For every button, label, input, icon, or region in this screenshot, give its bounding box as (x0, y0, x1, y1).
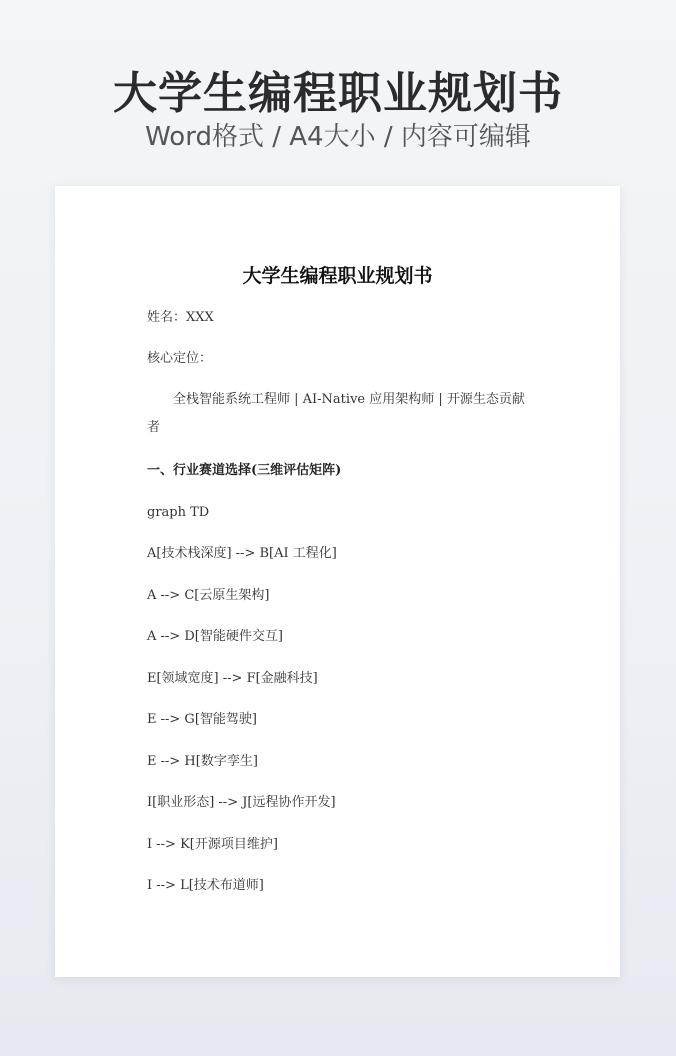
positioning-text: 全栈智能系统工程师 | AI-Native 应用架构师 | 开源生态贡献者 (147, 392, 525, 435)
header-banner (0, 0, 676, 180)
graph-line: A[技术栈深度] --> B[AI 工程化] (147, 546, 337, 561)
banner-subtitle: Word格式 / A4大小 / 内容可编辑 (145, 122, 531, 152)
graph-line: E --> H[数字孪生] (147, 754, 258, 769)
document-title: 大学生编程职业规划书 (242, 265, 433, 287)
graph-line: I --> K[开源项目维护] (147, 837, 278, 852)
name-line: 姓名：XXX (147, 310, 214, 325)
document-page (55, 186, 620, 977)
graph-line: A --> D[智能硬件交互] (147, 629, 283, 644)
graph-line: graph TD (147, 505, 210, 520)
section-heading: 一、行业赛道选择(三维评估矩阵) (147, 463, 342, 478)
graph-line: I --> L[技术布道师] (147, 878, 264, 893)
graph-line: E[领域宽度] --> F[金融科技] (147, 671, 318, 686)
banner-title: 大学生编程职业规划书 (113, 68, 563, 119)
graph-line: E --> G[智能驾驶] (147, 712, 257, 727)
positioning-label: 核心定位： (147, 351, 213, 366)
graph-line: I[职业形态] --> J[远程协作开发] (147, 795, 336, 810)
graph-line: A --> C[云原生架构] (147, 588, 270, 603)
